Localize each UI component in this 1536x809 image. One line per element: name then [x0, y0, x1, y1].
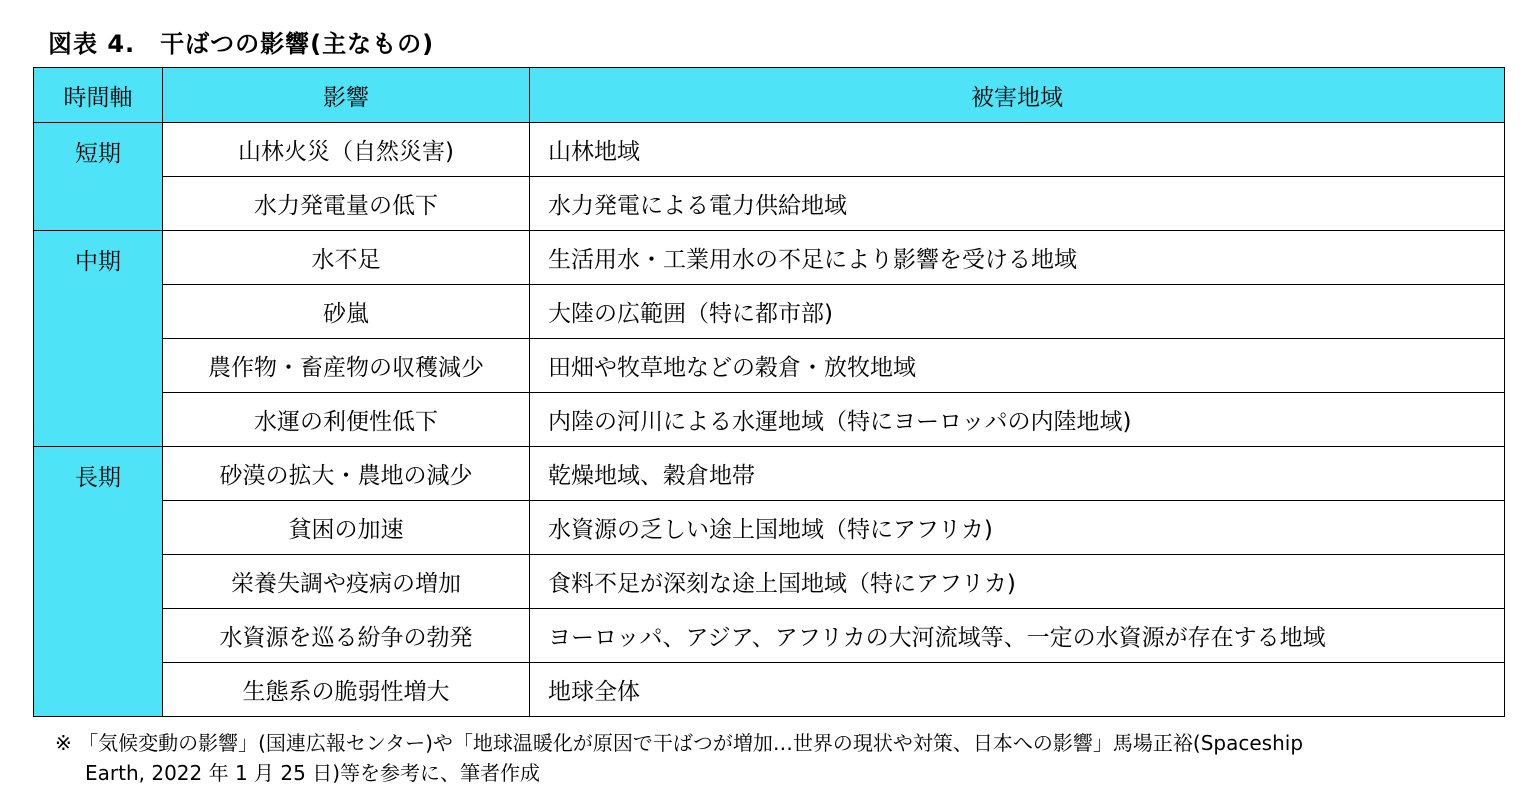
- table-row: [34, 177, 1505, 231]
- area-cell: 山林地域: [530, 123, 1505, 177]
- table-row: [34, 609, 1505, 663]
- table-row: [34, 501, 1505, 555]
- area-cell: 水資源の乏しい途上国地域（特にアフリカ): [530, 501, 1505, 555]
- figure-title: 図表 4. 干ばつの影響(主なもの): [48, 30, 435, 58]
- table-row: [34, 393, 1505, 447]
- area-cell: 大陸の広範囲（特に都市部): [530, 285, 1505, 339]
- impact-cell: 砂嵐: [163, 285, 530, 339]
- period-long-term: 長期: [34, 447, 163, 717]
- impact-cell: 水資源を巡る紛争の勃発: [163, 609, 530, 663]
- impact-cell: 生態系の脆弱性増大: [163, 663, 530, 717]
- area-cell: 生活用水・工業用水の不足により影響を受ける地域: [530, 231, 1505, 285]
- table-row: [34, 339, 1505, 393]
- impact-cell: 水運の利便性低下: [163, 393, 530, 447]
- footnote-line-2: Earth, 2022 年 1 月 25 日)等を参考に、筆者作成: [85, 761, 541, 785]
- header-impact: 影響: [163, 68, 530, 123]
- area-cell: 内陸の河川による水運地域（特にヨーロッパの内陸地域): [530, 393, 1505, 447]
- impact-cell: 栄養失調や疫病の増加: [163, 555, 530, 609]
- area-cell: 地球全体: [530, 663, 1505, 717]
- area-cell: ヨーロッパ、アジア、アフリカの大河流域等、一定の水資源が存在する地域: [530, 609, 1505, 663]
- footnote-line-1: ※ 「気候変動の影響」(国連広報センター)や「地球温暖化が原因で干ばつが増加…世界の現状や対策、日本への影響」馬場正裕(Spaceship: [55, 731, 1304, 755]
- impact-cell: 水不足: [163, 231, 530, 285]
- impact-cell: 水力発電量の低下: [163, 177, 530, 231]
- table-row: [34, 285, 1505, 339]
- table-row: [34, 447, 1505, 501]
- period-mid-term: 中期: [34, 231, 163, 447]
- period-short-term: 短期: [34, 123, 163, 231]
- impact-cell: 貧困の加速: [163, 501, 530, 555]
- impact-cell: 山林火災（自然災害): [163, 123, 530, 177]
- table-row: [34, 663, 1505, 717]
- area-cell: 乾燥地域、穀倉地帯: [530, 447, 1505, 501]
- area-cell: 食料不足が深刻な途上国地域（特にアフリカ): [530, 555, 1505, 609]
- header-time-axis: 時間軸: [34, 68, 163, 123]
- impact-cell: 農作物・畜産物の収穫減少: [163, 339, 530, 393]
- table-row: [34, 555, 1505, 609]
- impact-cell: 砂漠の拡大・農地の減少: [163, 447, 530, 501]
- table-row: [34, 231, 1505, 285]
- drought-impact-table: [33, 67, 1505, 717]
- area-cell: 水力発電による電力供給地域: [530, 177, 1505, 231]
- area-cell: 田畑や牧草地などの穀倉・放牧地域: [530, 339, 1505, 393]
- table-row: [34, 123, 1505, 177]
- table-header-row: [34, 68, 1505, 123]
- header-affected-area: 被害地域: [530, 68, 1505, 123]
- source-footnote: [55, 728, 1515, 788]
